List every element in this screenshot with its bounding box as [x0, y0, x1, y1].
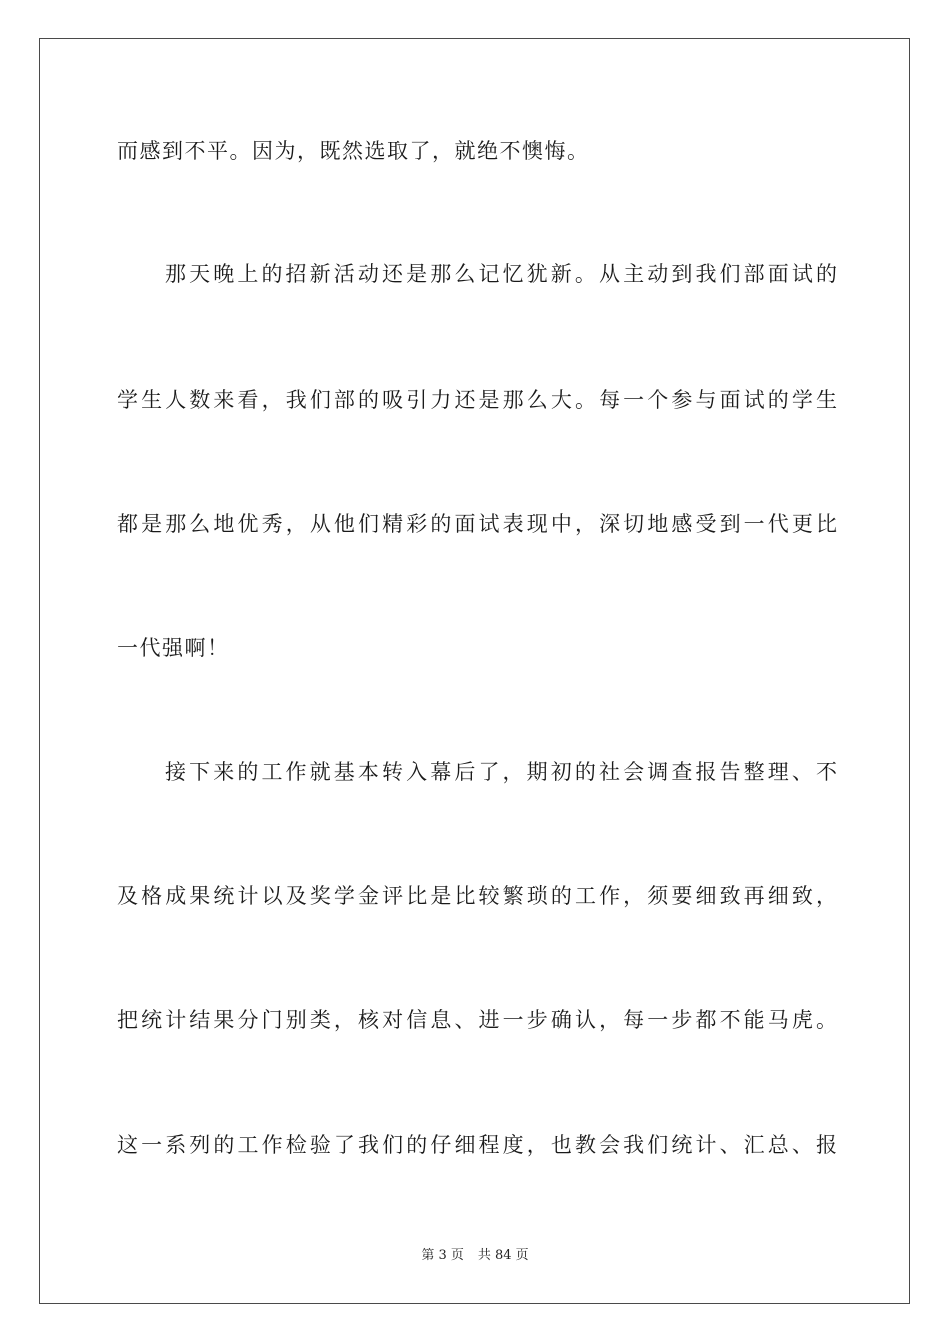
text-line-8: 把统计结果分门别类，核对信息、进一步确认，每一步都不能马虎。 [117, 1008, 837, 1032]
text-line-3: 学生人数来看，我们部的吸引力还是那么大。每一个参与面试的学生 [117, 388, 837, 412]
text-line-9: 这一系列的工作检验了我们的仔细程度，也教会我们统计、汇总、报 [117, 1133, 837, 1157]
page-border [39, 38, 910, 1304]
page-total: 共 84 页 [477, 1248, 529, 1263]
text-line-1: 而感到不平。因为，既然选取了，就绝不懊悔。 [117, 139, 590, 163]
page-footer [0, 1247, 950, 1265]
text-line-4: 都是那么地优秀，从他们精彩的面试表现中，深切地感受到一代更比 [117, 512, 837, 536]
text-line-6: 接下来的工作就基本转入幕后了，期初的社会调查报告整理、不 [165, 760, 837, 784]
page-number: 第 3 页 [421, 1248, 464, 1263]
text-line-7: 及格成果统计以及奖学金评比是比较繁琐的工作，须要细致再细致， [117, 884, 837, 908]
text-line-5: 一代强啊！ [117, 636, 230, 660]
text-line-2: 那天晚上的招新活动还是那么记忆犹新。从主动到我们部面试的 [165, 262, 837, 286]
